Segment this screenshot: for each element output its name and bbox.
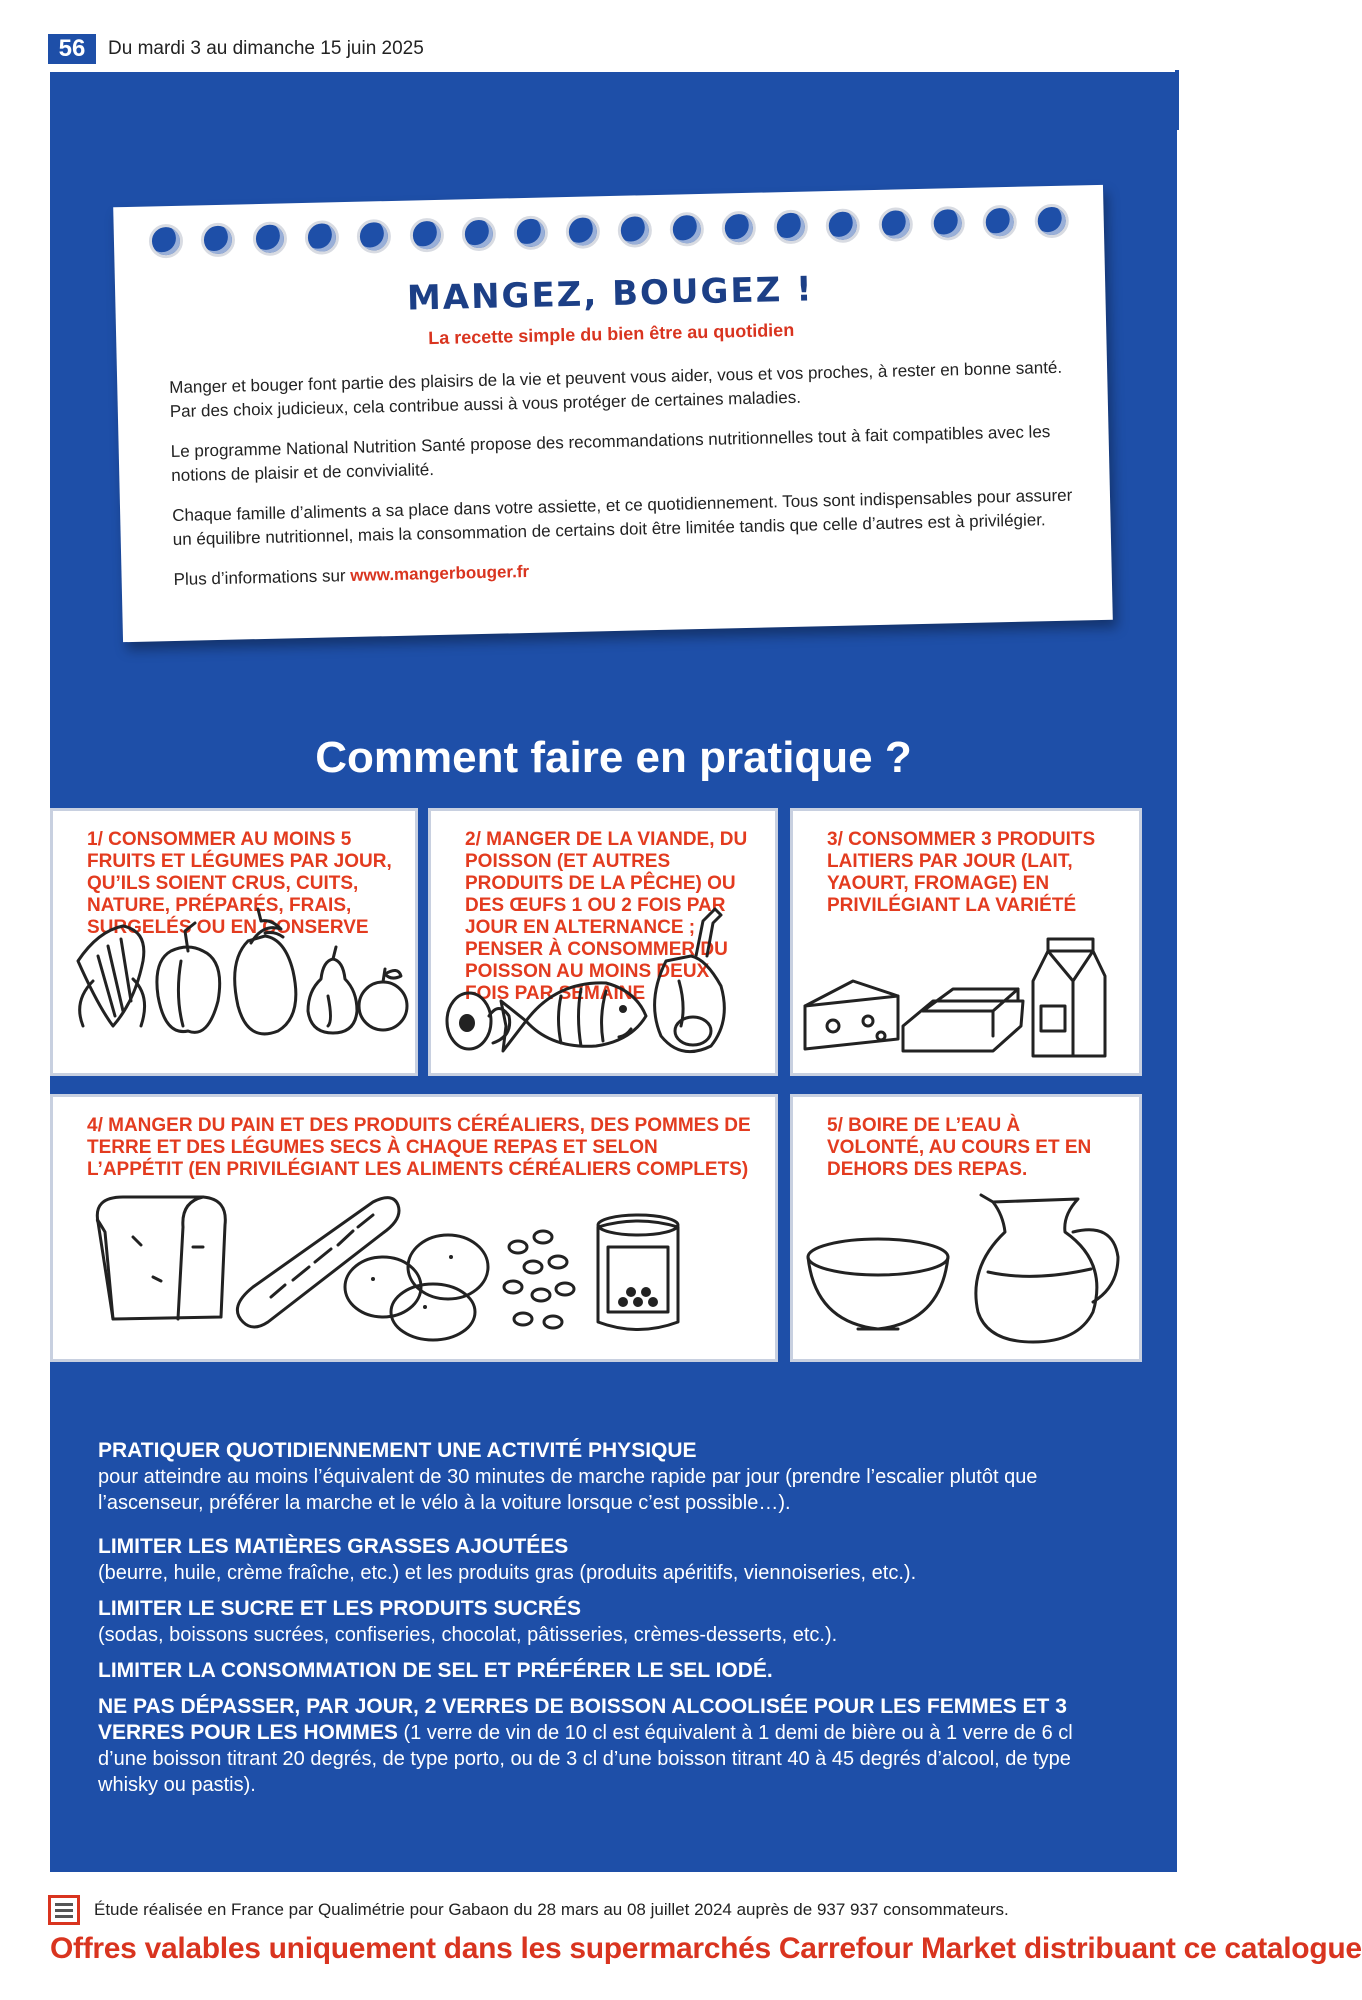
beans-icon <box>504 1231 574 1328</box>
guideline-text: (sodas, boissons sucrées, confiseries, chocolat, pâtisseries, crèmes-desserts, etc.). <box>98 1624 838 1646</box>
guideline-alcohol <box>98 1694 1118 1798</box>
note-body <box>169 355 1082 608</box>
spiral-ring <box>565 214 600 249</box>
guideline-activity <box>98 1438 1118 1516</box>
spiral-ring <box>982 205 1017 240</box>
pear-icon <box>308 947 357 1033</box>
card-bread-cereals <box>50 1094 778 1362</box>
note-title: MANGEZ, BOUGEZ ! <box>406 269 815 319</box>
baguette-icon <box>237 1198 399 1327</box>
guideline-heading: LIMITER LES MATIÈRES GRASSES AJOUTÉES <box>98 1535 569 1558</box>
note-paragraph: Chaque famille d’aliments a sa place dans votre assiette, et ce quotidiennement. Tous sont indispensables pour assurer un équilibre nutritionnel, mais la consommation de certains doit être limitée tandis que celle d’autres est à privilégier. <box>171 485 1073 550</box>
canned-food-icon <box>598 1215 678 1330</box>
spiral-ring <box>357 219 392 254</box>
guideline-sugar <box>98 1596 1118 1648</box>
mangerbouger-link[interactable]: www.mangerbouger.fr <box>350 561 530 585</box>
guideline-salt <box>98 1658 1118 1684</box>
spiral-ring <box>930 206 965 241</box>
spiral-ring <box>253 221 288 256</box>
note-paragraph: Manger et bouger font partie des plaisirs de la vie et peuvent vous aider, vous et vos proches, à rester en bonne santé. Par des choix judicieux, cela contribue aussi à vous protéger de certaines maladies. <box>169 357 1063 422</box>
card-dairy <box>790 808 1142 1076</box>
study-note: Étude réalisée en France par Qualimétrie pour Gabaon du 28 mars au 08 juillet 2024 auprès de 937 937 consommateurs. <box>94 1900 1009 1919</box>
note-subtitle: La recette simple du bien être au quotidien <box>427 319 795 349</box>
more-info-label: Plus d’informations sur <box>173 566 346 590</box>
card-text: 4/ MANGER DU PAIN ET DES PRODUITS CÉRÉALIERS, DES POMMES DE TERRE ET DES LÉGUMES SECS À CHAQUE REPAS ET SELON L’APPÉTIT (EN PRIVILÉGIANT LES ALIMENTS CÉRÉALIERS COMPLETS) <box>87 1115 751 1180</box>
spiral-ring <box>513 215 548 250</box>
spiral-ring <box>826 208 861 243</box>
card-text: 1/ CONSOMMER AU MOINS 5 FRUITS ET LÉGUMES PAR JOUR, QU’ILS SOIENT CRUS, CUITS, NATURE, PRÉPARÉS, FRAIS, SURGELÉS OU EN CONSERVE <box>87 829 392 938</box>
guideline-heading: LIMITER LE SUCRE ET LES PRODUITS SUCRÉS <box>98 1597 582 1620</box>
pitcher-icon <box>976 1195 1118 1342</box>
corn-icon <box>78 926 145 1026</box>
spiral-ring <box>670 212 705 247</box>
ham-icon <box>655 909 725 1052</box>
card-text: 2/ MANGER DE LA VIANDE, DU POISSON (ET AUTRES PRODUITS DE LA PÊCHE) OU DES ŒUFS 1 OU 2 FOIS PAR JOUR EN ALTERNANCE ; PENSER À CONSOMMER DU POISSON AU MOINS DEUX FOIS PAR SEMAINE <box>465 829 748 1004</box>
spiral-ring <box>617 213 652 248</box>
card-text: 5/ BOIRE DE L’EAU À VOLONTÉ, AU COURS ET EN DEHORS DES REPAS. <box>827 1115 1092 1180</box>
more-info-line <box>173 547 1081 592</box>
guideline-alcohol-text <box>98 1694 1118 1798</box>
spiral-ring <box>409 218 444 253</box>
fish-icon <box>501 983 646 1051</box>
note-paragraph: Le programme National Nutrition Santé propose des recommandations nutritionnelles tout à fait compatibles avec les notions de plaisir et de convivialité. <box>170 422 1051 486</box>
offer-disclaimer: Offres valables uniquement dans les supermarchés Carrefour Market distribuant ce catalogue <box>50 1932 1362 1965</box>
spiral-ring <box>878 207 913 242</box>
spiral-ring <box>201 223 236 258</box>
apple-icon <box>359 969 407 1030</box>
guideline-text: (beurre, huile, crème fraîche, etc.) et les produits gras (produits apéritifs, viennoiseries, etc.). <box>98 1562 917 1584</box>
guideline-text: (1 verre de vin de 10 cl est équivalent à 1 demi de bière ou à 1 verre de 6 cl d’une boisson titrant 20 degrés, de type porto, ou de 3 cl d’une boisson titrant 40 à 45 degrés d’alcool, de type whisky ou pastis). <box>98 1722 1073 1796</box>
cheese-icon <box>805 981 898 1049</box>
guideline-heading: NE PAS DÉPASSER, PAR JOUR, 2 VERRES DE BOISSON ALCOOLISÉE POUR LES FEMMES ET 3 VERRES POUR LES HOMMES <box>98 1695 1067 1744</box>
spiral-rings <box>149 204 1070 259</box>
page-number: 56 <box>48 34 96 64</box>
section-title: Comment faire en pratique ? <box>315 733 912 782</box>
guideline-heading: PRATIQUER QUOTIDIENNEMENT UNE ACTIVITÉ PHYSIQUE <box>98 1439 697 1462</box>
bread-loaf-icon <box>97 1197 225 1319</box>
guideline-heading: LIMITER LA CONSOMMATION DE SEL ET PRÉFÉRER LE SEL IODÉ. <box>98 1659 773 1682</box>
potatoes-icon <box>345 1235 488 1340</box>
card-text: 3/ CONSOMMER 3 PRODUITS LAITIERS PAR JOUR (LAIT, YAOURT, FROMAGE) EN PRIVILÉGIANT LA VARIÉTÉ <box>827 829 1096 916</box>
card-water <box>790 1094 1142 1362</box>
pepper-icon <box>157 923 220 1032</box>
spiral-ring <box>1034 204 1069 239</box>
card-meat-fish-eggs <box>428 808 778 1076</box>
milk-carton-icon <box>1033 939 1105 1056</box>
eggplant-icon <box>235 909 296 1034</box>
guideline-text: pour atteindre au moins l’équivalent de 30 minutes de marche rapide par jour (prendre l’escalier plutôt que l’ascenseur, préférer la marche et le vélo à la voiture lorsque c’est possible…). <box>98 1466 1038 1514</box>
spiral-ring <box>722 211 757 246</box>
notepad-card <box>113 185 1113 642</box>
spiral-ring <box>774 210 809 245</box>
guideline-fats <box>98 1534 1118 1586</box>
bowl-icon <box>808 1239 948 1329</box>
study-document-icon <box>48 1895 80 1925</box>
spiral-ring <box>305 220 340 255</box>
date-range: Du mardi 3 au dimanche 15 juin 2025 <box>108 38 424 59</box>
spiral-ring <box>461 217 496 252</box>
spiral-ring <box>149 224 184 259</box>
card-fruits-vegetables <box>50 808 418 1076</box>
guidelines <box>98 1438 1118 1808</box>
butter-icon <box>903 989 1023 1051</box>
